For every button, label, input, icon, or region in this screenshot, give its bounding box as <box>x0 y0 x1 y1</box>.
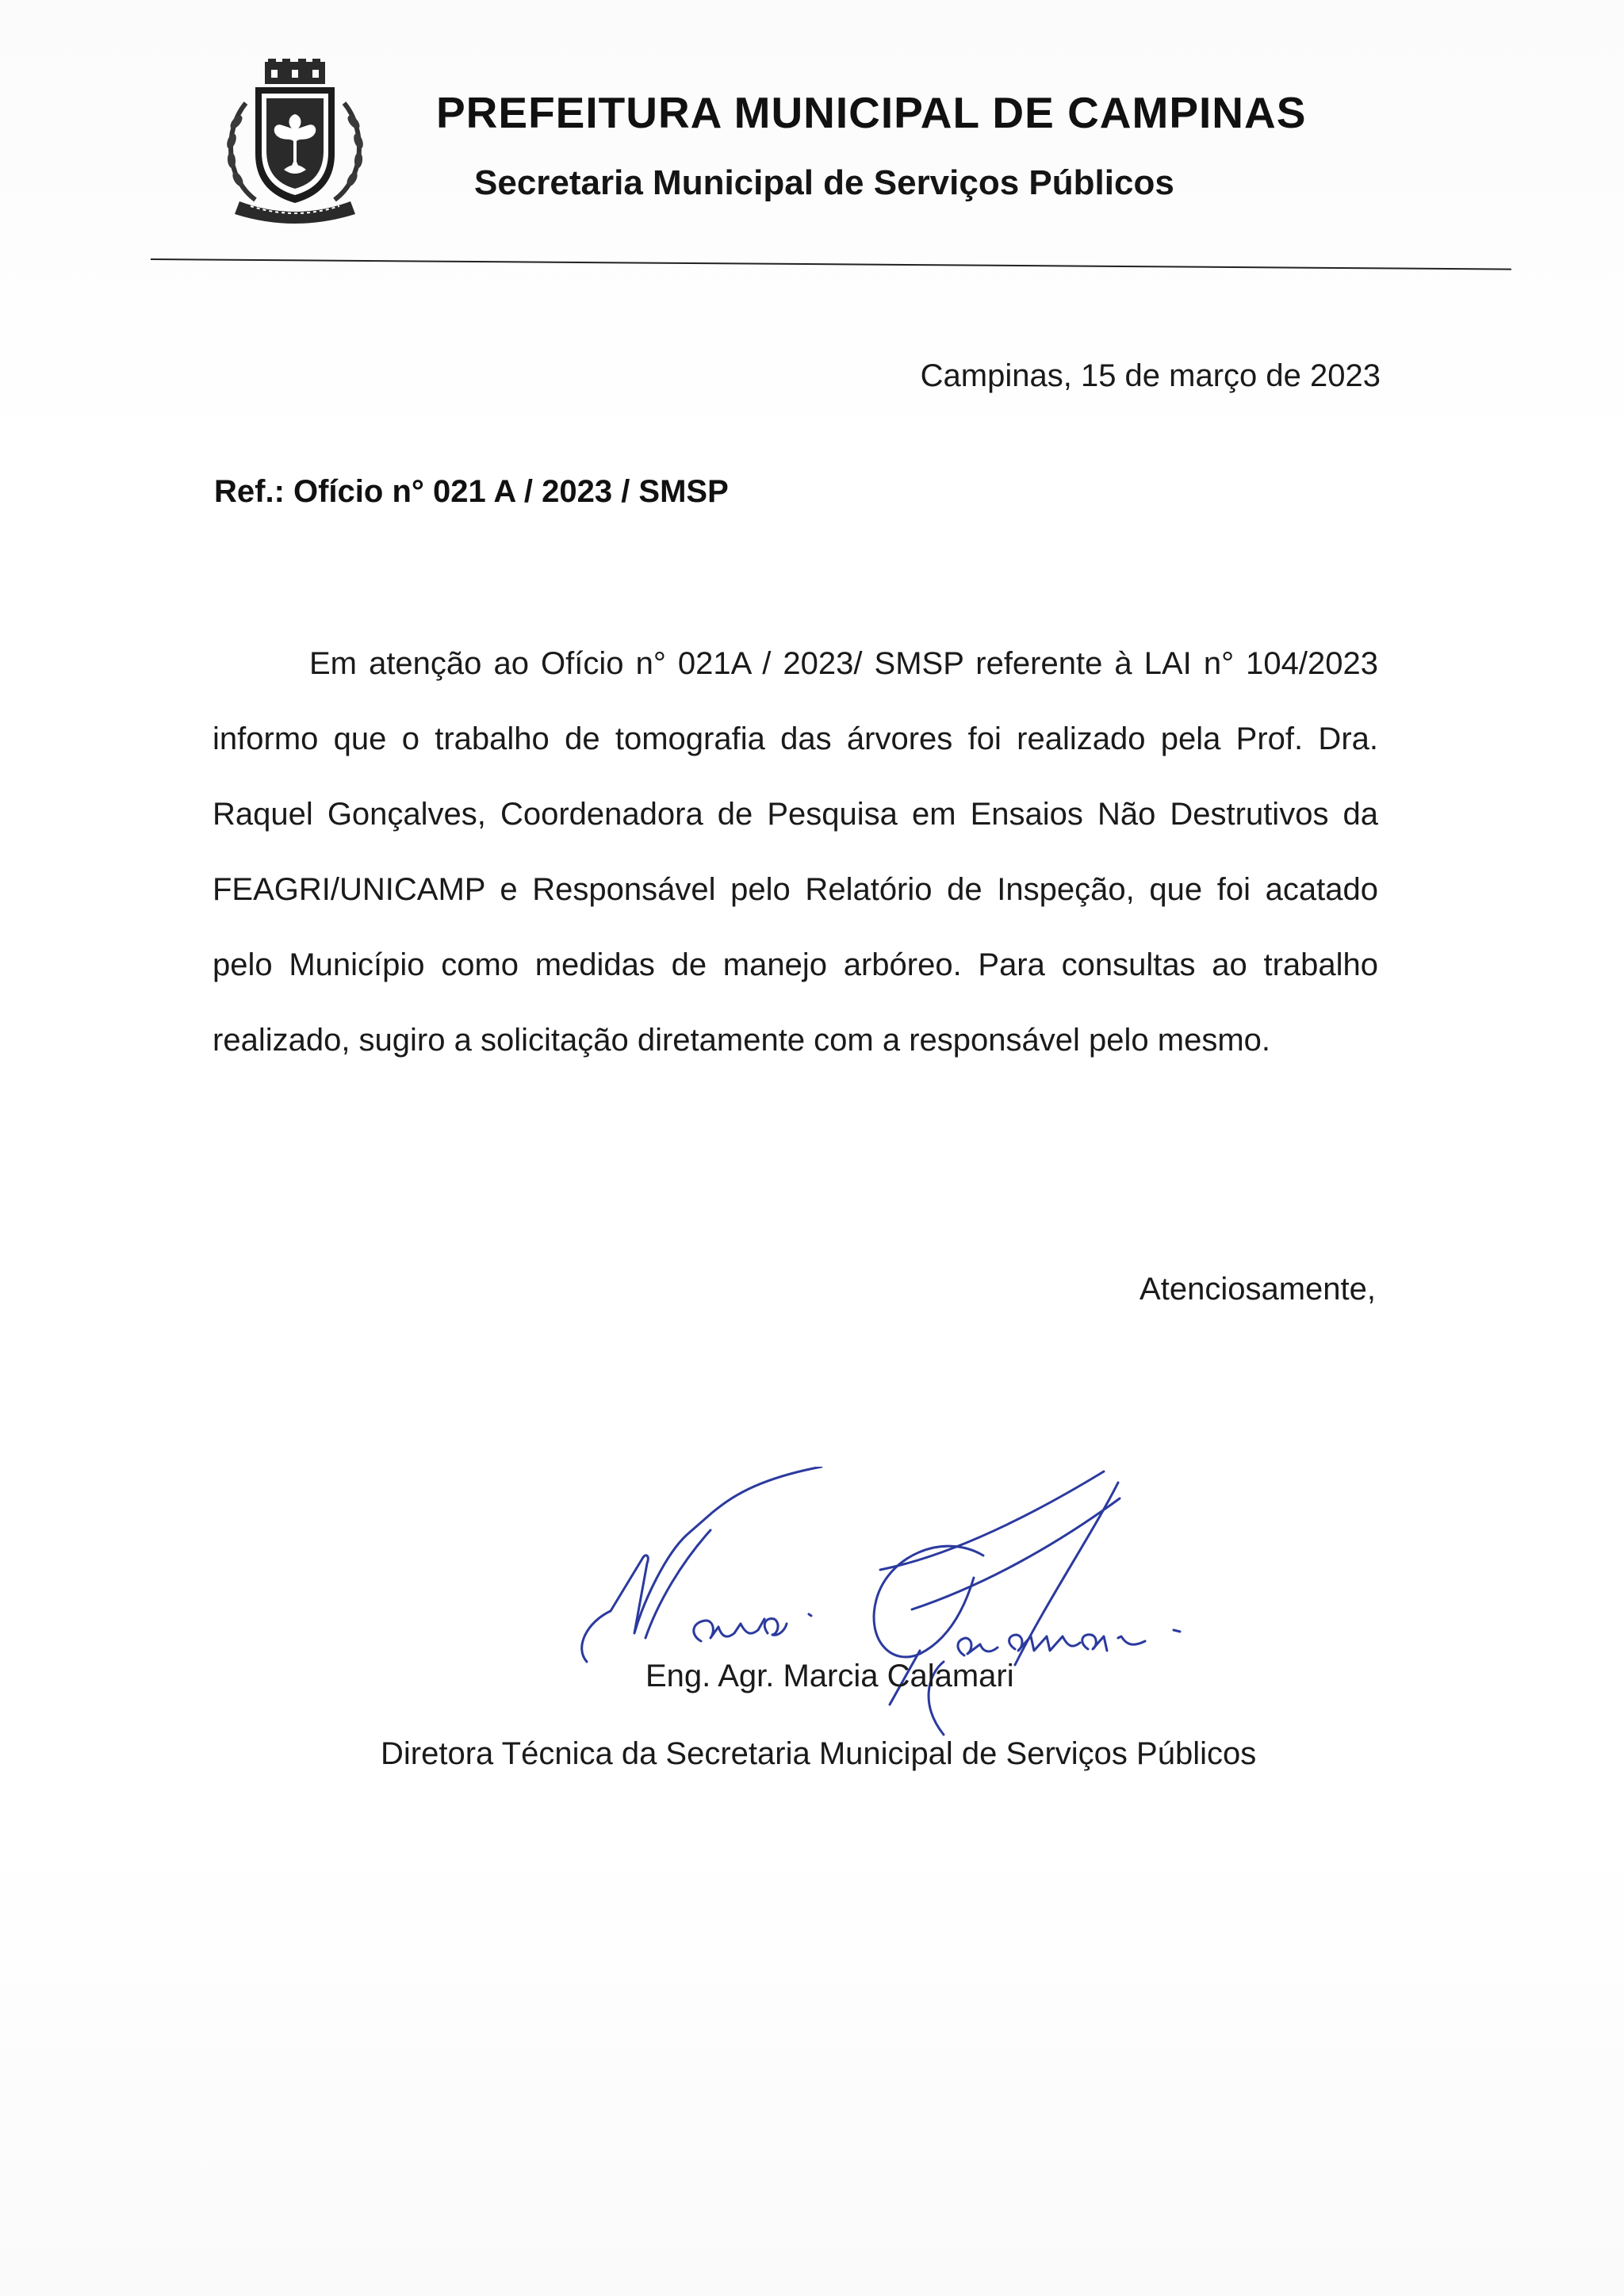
municipal-coat-of-arms-icon <box>216 59 374 230</box>
signer-name: Eng. Agr. Marcia Calamari <box>645 1659 1014 1693</box>
body-line: pelo Município como medidas de manejo arbóreo. Para consultas ao trabalho <box>213 947 1378 982</box>
body-line: informo que o trabalho de tomografia das árvores foi realizado pela Prof. Dra. <box>213 721 1378 756</box>
body-line: Em atenção ao Ofício n° 021A / 2023/ SMSP referente à LAI n° 104/2023 <box>309 646 1378 681</box>
body-line: realizado, sugiro a solicitação diretamente com a responsável pelo mesmo. <box>213 1023 1271 1058</box>
letter-closing: Atenciosamente, <box>1139 1272 1376 1307</box>
body-line: Raquel Gonçalves, Coordenadora de Pesquisa em Ensaios Não Destrutivos da <box>213 797 1378 832</box>
letter-date: Campinas, 15 de março de 2023 <box>920 358 1381 393</box>
signer-role: Diretora Técnica da Secretaria Municipal de Serviços Públicos <box>381 1736 1257 1771</box>
letter-reference: Ref.: Ofício n° 021 A / 2023 / SMSP <box>214 474 729 509</box>
header-subtitle: Secretaria Municipal de Serviços Públicos <box>474 163 1174 202</box>
letter-body <box>213 626 1378 1078</box>
header-title: PREFEITURA MUNICIPAL DE CAMPINAS <box>436 88 1307 137</box>
header-divider <box>151 258 1511 270</box>
body-line: FEAGRI/UNICAMP e Responsável pelo Relatório de Inspeção, que foi acatado <box>213 872 1378 907</box>
